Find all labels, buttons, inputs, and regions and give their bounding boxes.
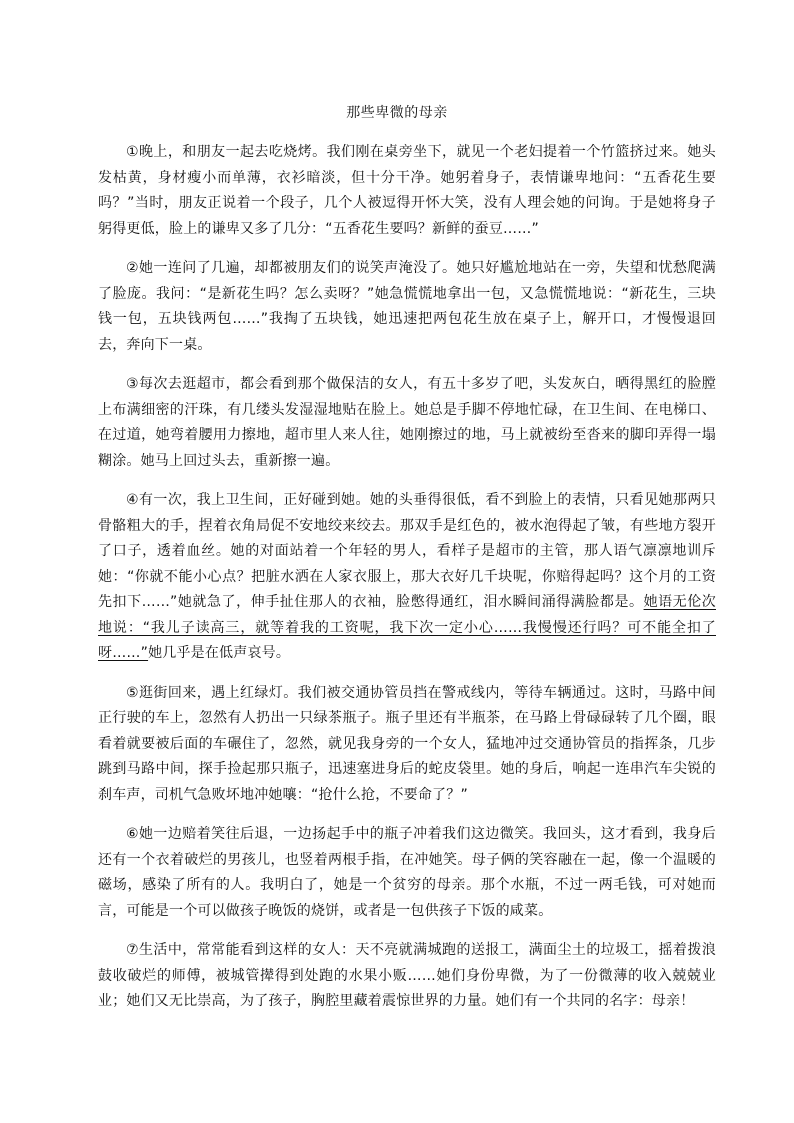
paragraph-3 xyxy=(98,372,716,474)
paragraph-5 xyxy=(98,681,716,809)
paragraph-4 xyxy=(98,488,716,667)
paragraph-2 xyxy=(98,256,716,358)
paragraph-1 xyxy=(98,140,716,242)
paragraph-4-text: ④有一次，我上卫生间，正好碰到她。她的头垂得很低，看不到脸上的表情，只看见她那两只骨骼粗大的手，捏着衣角局促不安地绞来绞去。那双手是红色的，被水泡得起了皱，有些地方裂开了口子，透着血丝。她的对面站着一个年轻的男人，看样子是超市的主管，那人语气凛凛地训斥她：“你就不能小心点？把脏水洒在人家衣服上，那大衣好几千块呢，你赔得起吗？这个月的工资先扣下……”她就急了，伸手扯住那人的衣袖，脸憋得通红，泪水瞬间涌得满脸都是。 xyxy=(98,492,716,610)
paragraph-6-text: ⑥她一边赔着笑往后退，一边扬起手中的瓶子冲着我们这边微笑。我回头，这才看到，我身后还有一个衣着破烂的男孩儿，也竖着两根手指，在冲她笑。母子俩的笑容融在一起，像一个温暖的磁场，感染了所有的人。我明白了，她是一个贫穷的母亲。那个水瓶，不过一两毛钱，可对她而言，可能是一个可以做孩子晚饭的烧饼，或者是一包供孩子下饭的咸菜。 xyxy=(98,826,716,919)
document-body xyxy=(98,140,716,1029)
paragraph-5-text: ⑤逛街回来，遇上红绿灯。我们被交通协管员挡在警戒线内，等待车辆通过。这时，马路中间正行驶的车上，忽然有人扔出一只绿茶瓶子。瓶子里还有半瓶茶，在马路上骨碌碌转了几个圈，眼看着就要被后面的车碾住了，忽然，就见我身旁的一个女人，猛地冲过交通协管员的指挥条，几步跳到马路中间，探手捡起那只瓶子，迅速塞进身后的蛇皮袋里。她的身后，响起一连串汽车尖锐的刹车声，司机气急败坏地冲她嚷：“抢什么抢，不要命了？” xyxy=(98,684,716,803)
paragraph-7-text: ⑦生活中，常常能看到这样的女人：天不亮就满城跑的送报工，满面尘土的垃圾工，摇着拨浪鼓收破烂的师傅，被城管撵得到处跑的水果小贩……她们身份卑微，为了一份微薄的收入兢兢业业；她们又无比崇高，为了孩子，胸腔里藏着震惊世界的力量。她们有一个共同的名字：母亲！ xyxy=(98,942,716,1009)
document-title: 那些卑微的母亲 xyxy=(346,105,448,121)
paragraph-4-underlined-quote: 她语无伦次地说：“我儿子读高三，就等着我的工资呢，我下次一定小心……我慢慢还行吗？可不能全扣了呀……” xyxy=(98,594,716,661)
paragraph-1-text: ①晚上，和朋友一起去吃烧烤。我们刚在桌旁坐下，就见一个老妇提着一个竹篮挤过来。她头发枯黄，身材瘦小而单薄，衣衫暗淡，但十分干净。她躬着身子，表情谦卑地问：“五香花生要吗？”当时，朋友正说着一个段子，几个人被逗得开怀大笑，没有人理会她的问询。于是她将身子躬得更低，脸上的谦卑又多了几分：“五香花生要吗？新鲜的蚕豆……” xyxy=(98,144,716,237)
paragraph-2-text: ②她一连问了几遍，却都被朋友们的说笑声淹没了。她只好尴尬地站在一旁，失望和忧愁爬满了脸庞。我问：“是新花生吗？怎么卖呀？”她急慌慌地拿出一包，又急慌慌地说：“新花生，三块钱一包，五块钱两包……”我掏了五块钱，她迅速把两包花生放在桌子上，解开口，才慢慢退回去，奔向下一桌。 xyxy=(98,260,716,353)
paragraph-3-text: ③每次去逛超市，都会看到那个做保洁的女人，有五十多岁了吧，头发灰白，晒得黑红的脸膛上布满细密的汗珠，有几缕头发湿湿地贴在脸上。她总是手脚不停地忙碌，在卫生间、在电梯口、在过道，她弯着腰用力擦地，超市里人来人往，她刚擦过的地，马上就被纷至沓来的脚印弄得一塌糊涂。她马上回过头去，重新擦一遍。 xyxy=(98,376,716,469)
paragraph-4-after-text: 她几乎是在低声哀号。 xyxy=(148,645,291,661)
paragraph-7 xyxy=(98,938,716,1015)
paragraph-6 xyxy=(98,822,716,924)
